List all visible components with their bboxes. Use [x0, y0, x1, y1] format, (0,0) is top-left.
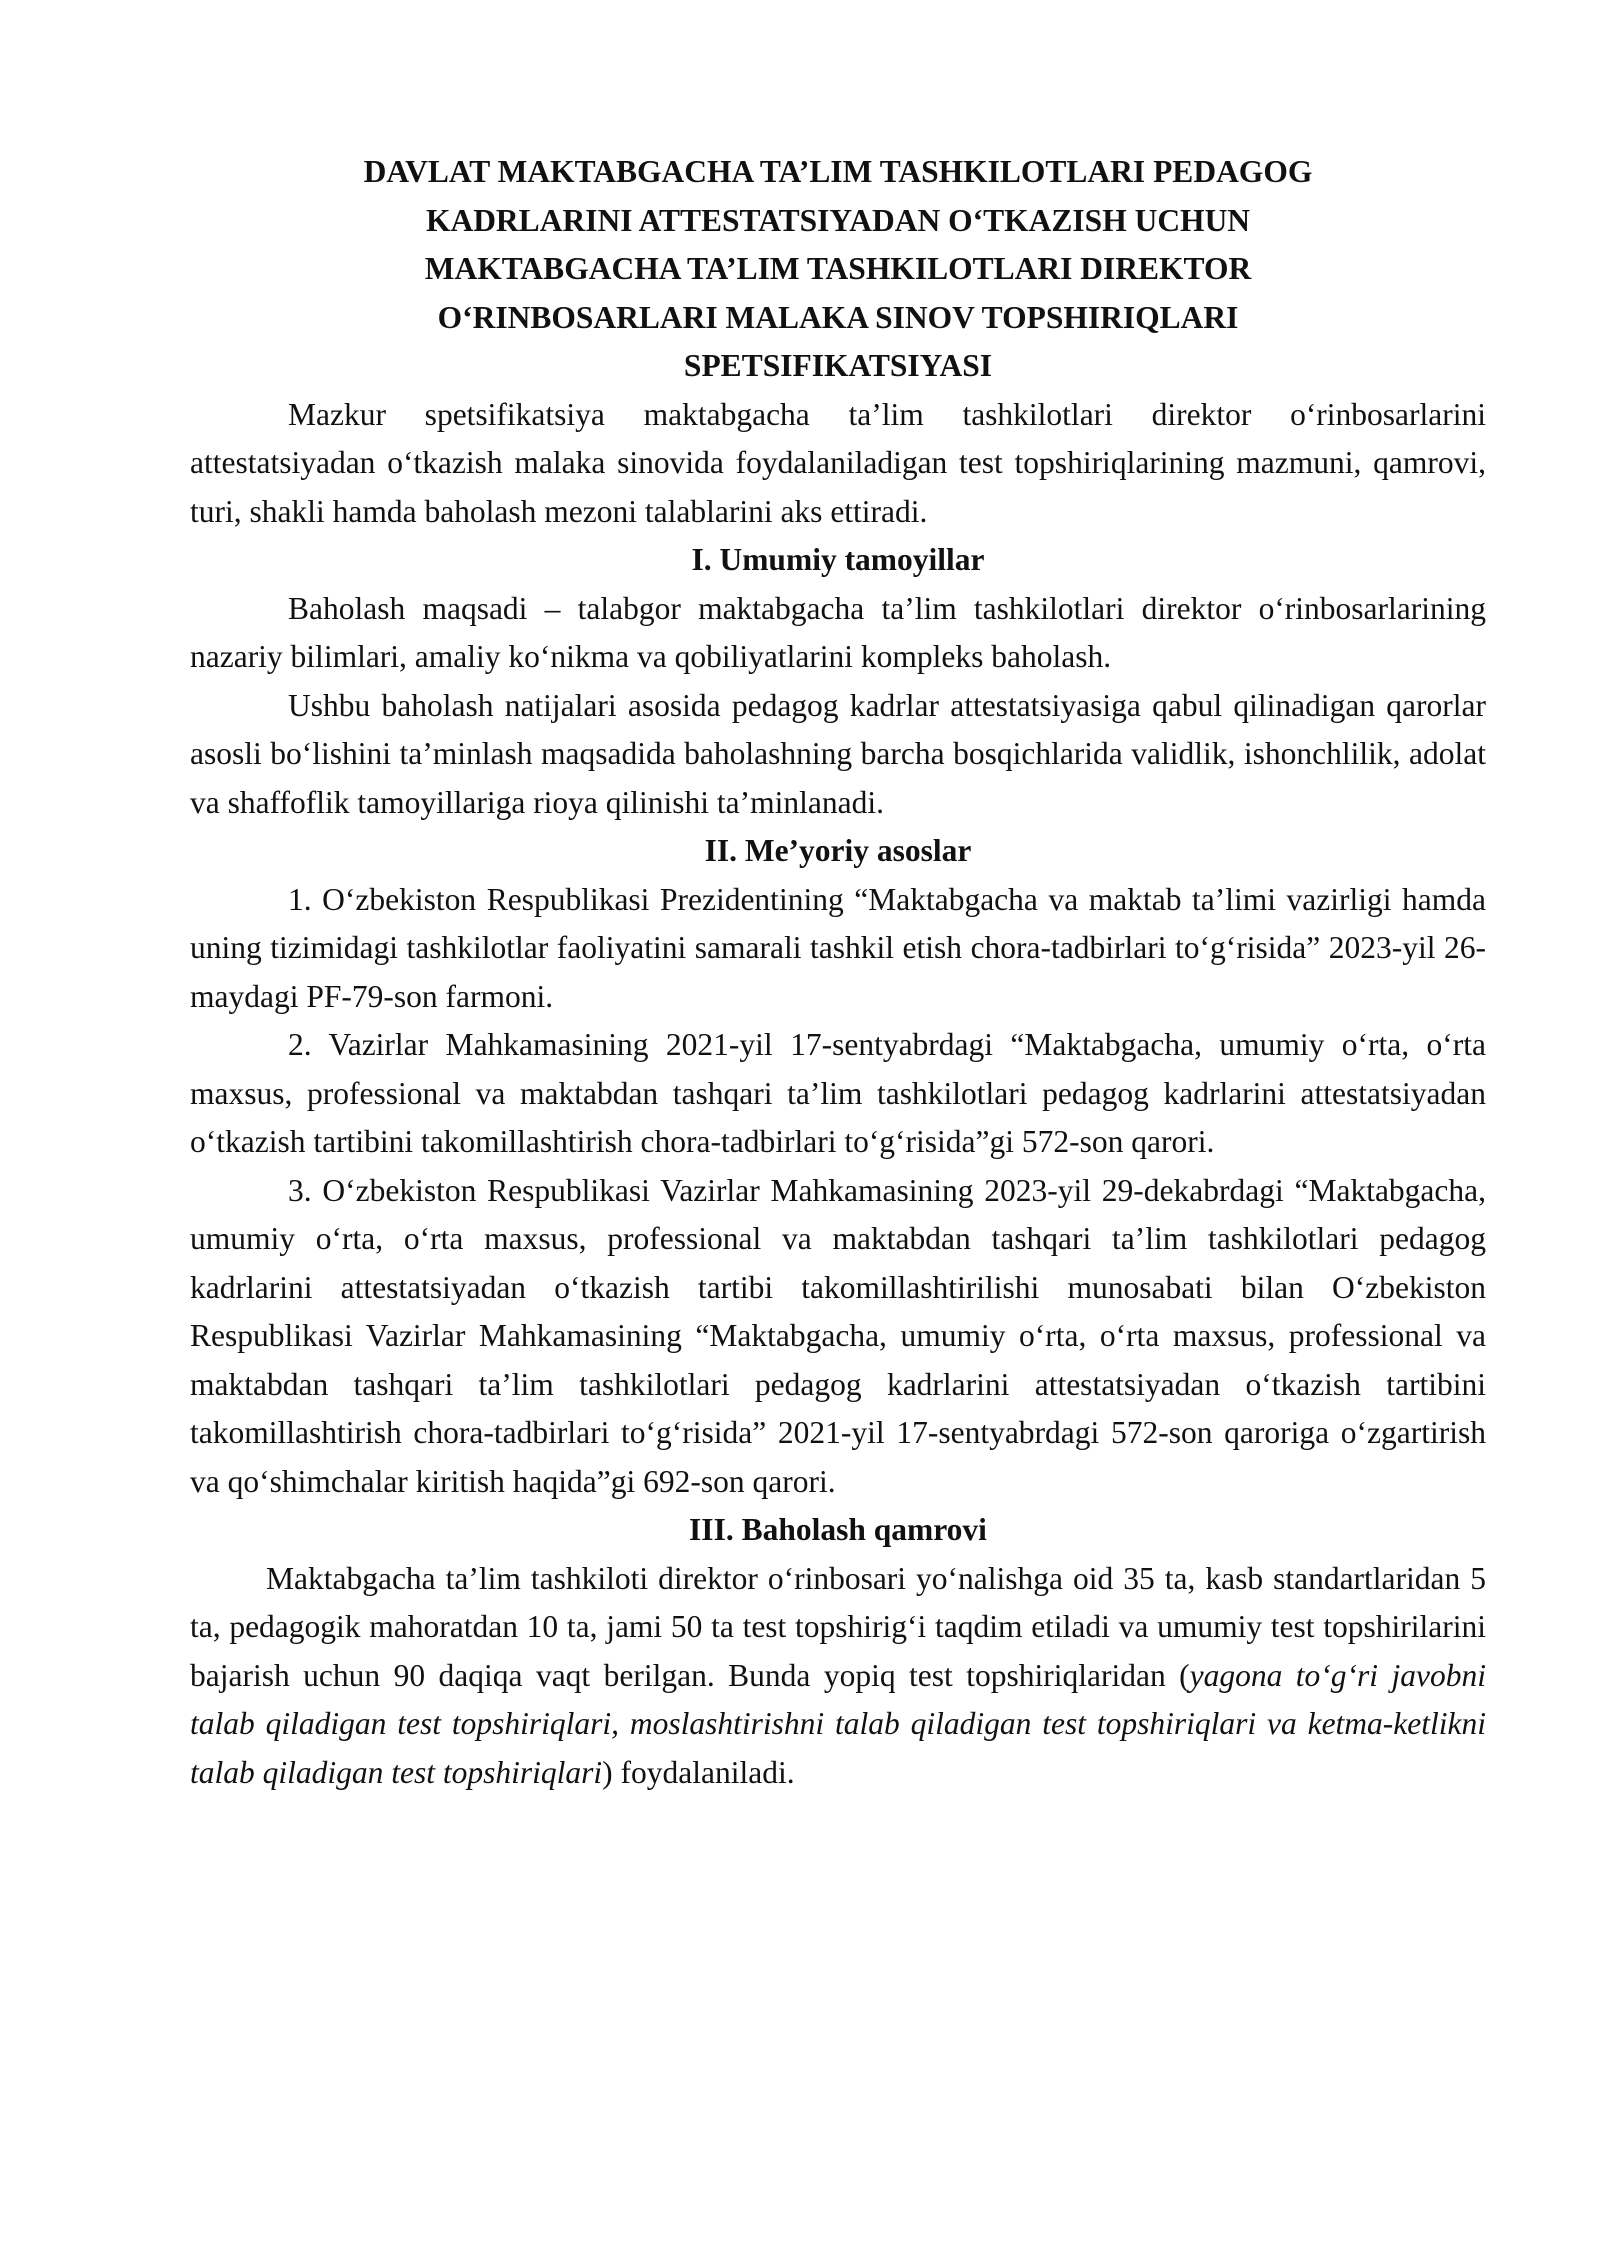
title-line: KADRLARINI ATTESTATSIYADAN O‘TKAZISH UCHUN: [425, 202, 1251, 238]
scope-text-end: ) foydalaniladi.: [602, 1754, 795, 1790]
intro-paragraph: Mazkur spetsifikatsiya maktabgacha ta’lim tashkilotlari direktor o‘rinbosarlarini attestatsiyadan o‘tkazish malaka sinovida foydalaniladigan test topshiriqlarining mazmuni, qamrovi, turi, shakli hamda baholash mezoni talablarini aks ettiradi.: [190, 396, 1486, 529]
title-line: O‘RINBOSARLARI MALAKA SINOV TOPSHIRIQLARI: [437, 299, 1239, 335]
document-page: [190, 148, 1486, 1797]
paragraph-assessment-principles: Ushbu baholash natijalari asosida pedagog kadrlar attestatsiyasiga qabul qilinadigan qarorlar asosli bo‘lishini ta’minlash maqsadida baholashning barcha bosqichlarida validlik, ishonchlilik, adolat va shaffoflik tamoyillariga rioya qilinishi ta’minlanadi.: [190, 687, 1486, 820]
normative-item-2: 2. Vazirlar Mahkamasining 2021-yil 17-sentyabrdagi “Maktabgacha, umumiy o‘rta, o‘rta maxsus, professional va maktabdan tashqari ta’lim tashkilotlari pedagog kadrlarini attestatsiyadan o‘tkazish tartibini takomillashtirish chora-tadbirlari to‘g‘risida”gi 572-son qarori.: [190, 1027, 1486, 1159]
normative-item-1: 1. O‘zbekiston Respublikasi Prezidentining “Maktabgacha va maktab ta’limi vazirligi hamda uning tizimidagi tashkilotlar faoliyatini samarali tashkil etish chora-tadbirlari to‘g‘risida” 2023-yil 26-maydagi PF-79-son farmoni.: [190, 881, 1486, 1014]
scope-text-italic: yagona to‘g‘ri javobni talab qiladigan test topshiriqlari, moslashtirishni talab qiladigan test topshiriqlari va ketma-ketlikni talab qiladigan test topshiriqlari: [190, 1657, 1486, 1790]
scope-text-start: Maktabgacha ta’lim tashkiloti direktor o‘rinbosari yo‘nalishga oid 35 ta, kasb standartlaridan 5 ta, pedagogik mahoratdan 10 ta, jami 50 ta test topshirig‘i taqdim etiladi va umumiy test topshirilarini bajarish uchun 90 daqiqa vaqt berilgan. Bunda yopiq test topshiriqlaridan (: [190, 1560, 1486, 1693]
paragraph-assessment-goal: Baholash maqsadi – talabgor maktabgacha ta’lim tashkilotlari direktor o‘rinbosarlarining nazariy bilimlari, amaliy ko‘nikma va qobiliyatlarini kompleks baholash.: [190, 590, 1486, 674]
normative-item-3: 3. O‘zbekiston Respublikasi Vazirlar Mahkamasining 2023-yil 29-dekabrdagi “Maktabgacha, umumiy o‘rta, o‘rta maxsus, professional va maktabdan tashqari ta’lim tashkilotlari pedagog kadrlarini attestatsiyadan o‘tkazish tartibi takomillashtirilishi munosabati bilan O‘zbekiston Respublikasi Vazirlar Mahkamasining “Maktabgacha, umumiy o‘rta, o‘rta maxsus, professional va maktabdan tashqari ta’lim tashkilotlari pedagog kadrlarini attestatsiyadan o‘tkazish tartibini takomillashtirish chora-tadbirlari to‘g‘risida” 2021-yil 17-sentyabrdagi 572-son qaroriga o‘zgartirish va qo‘shimchalar kiritish haqida”gi 692-son qarori.: [190, 1172, 1486, 1499]
section-heading-normative-basis: II. Me’yoriy asoslar: [704, 833, 972, 868]
document-title: [190, 148, 1486, 391]
title-line: DAVLAT MAKTABGACHA TA’LIM TASHKILOTLARI PEDAGOG: [363, 154, 1313, 189]
title-line: MAKTABGACHA TA’LIM TASHKILOTLARI DIREKTOR: [424, 251, 1252, 286]
title-line: SPETSIFIKATSIYASI: [683, 348, 993, 383]
section-heading-general-principles: I. Umumiy tamoyillar: [691, 542, 985, 577]
paragraph-assessment-scope: [190, 1555, 1486, 1798]
section-heading-assessment-scope: III. Baholash qamrovi: [689, 1512, 987, 1547]
